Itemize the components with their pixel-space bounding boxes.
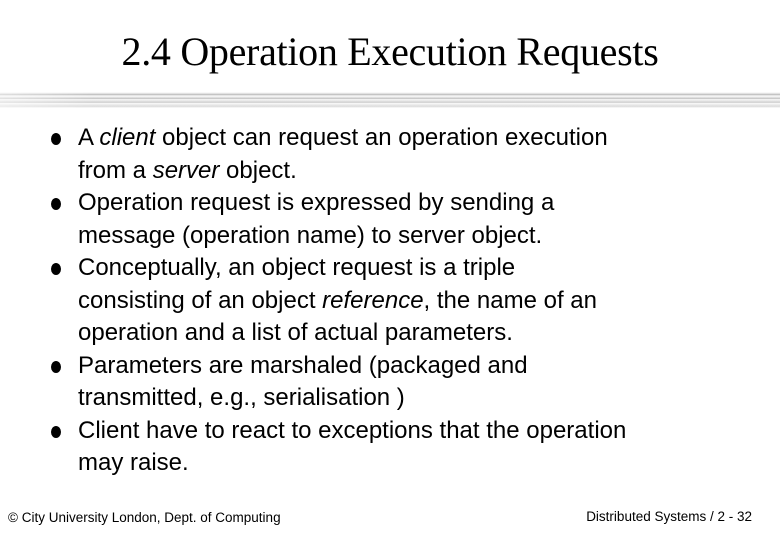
bullet-text-segment: may raise. bbox=[78, 449, 189, 476]
bullet-dot-icon bbox=[51, 426, 61, 438]
bullet-text-segment: message (operation name) to server object. bbox=[78, 221, 543, 249]
bullet-text bbox=[78, 415, 740, 480]
bullet-dot-icon bbox=[51, 198, 61, 210]
bullet-item bbox=[0, 252, 780, 350]
bullet-text-segment: operation and a list of actual parameters. bbox=[78, 319, 513, 346]
bullet-item bbox=[0, 350, 780, 415]
bullet-text-segment: Operation request is expressed by sending a bbox=[78, 189, 555, 216]
bullet-text-segment: A bbox=[78, 124, 100, 151]
bullet-text bbox=[78, 350, 740, 415]
emphasized-term: reference bbox=[322, 286, 424, 314]
bullet-text bbox=[78, 252, 740, 350]
bullet-text-segment: Parameters are marshaled (packaged and bbox=[78, 351, 528, 379]
bullet-item bbox=[0, 187, 780, 252]
slide-title: 2.4 Operation Execution Requests bbox=[121, 29, 659, 74]
bullet-item bbox=[0, 122, 780, 187]
bullet-text-segment: Conceptually, an object request is a triple bbox=[78, 254, 516, 281]
bullet-text-segment: transmitted, e.g., serialisation ) bbox=[78, 384, 405, 411]
bullet-text bbox=[78, 187, 740, 252]
emphasized-term: client bbox=[99, 124, 156, 151]
bullet-text-segment: object. bbox=[219, 156, 297, 184]
footer-copyright: © City University London, Dept. of Computing bbox=[8, 510, 281, 525]
bullet-text-segment: object can request an operation execution bbox=[155, 124, 608, 151]
bullet-text bbox=[78, 122, 740, 187]
footer-page-number: Distributed Systems / 2 - 32 bbox=[586, 509, 752, 524]
bullet-dot-icon bbox=[51, 133, 61, 145]
bullet-text-segment: consisting of an object bbox=[78, 286, 323, 314]
title-underline-bar bbox=[0, 92, 780, 108]
bullet-text-segment: , the name of an bbox=[423, 286, 597, 314]
emphasized-term: server bbox=[152, 156, 220, 184]
bullet-item bbox=[0, 415, 780, 480]
bullet-list bbox=[0, 122, 780, 480]
bullet-text-segment: Client have to react to exceptions that the operation bbox=[78, 416, 627, 444]
bullet-dot-icon bbox=[51, 263, 61, 275]
bullet-dot-icon bbox=[51, 361, 61, 373]
bullet-text-segment: from a bbox=[78, 156, 153, 184]
